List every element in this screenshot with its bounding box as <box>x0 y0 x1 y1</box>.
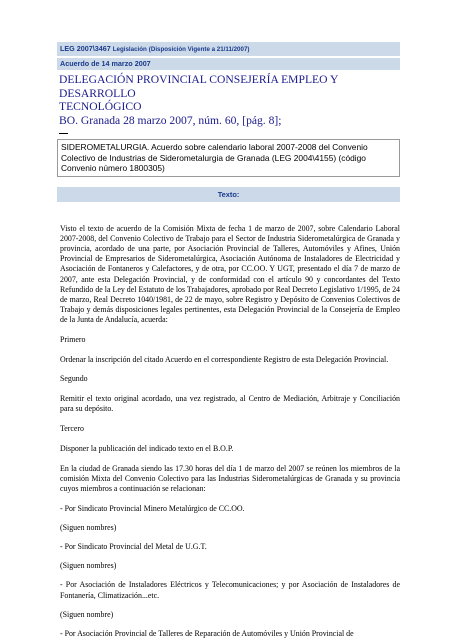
paragraph-visto: Visto el texto de acuerdo de la Comisión Mixta de fecha 1 de marzo de 2007, sobre Calendario Laboral 2007-2008, del Convenio Colectivo de Trabajo para el Sector de Industria Siderometalúrgica de Granada y provincia, acordado de una parte, por Asociación Provincial de Talleres, Automóviles y Afines, Unión Provincial de Empresarios de Siderometalúrgica, Asociación Autónoma de Instaladores de Electricidad y Asociación de Fontaneros y Calefactores, y de otra, por CC.OO. Y UGT, presentado el día 7 de marzo de 2007, ante esta Delegación Provincial, y de conformidad con el artículo 90 y concordantes del Texto Refundido de la Ley del Estatuto de los Trabajadores, aprobado por Real Decreto Legislativo 1/1995, de 24 de marzo, Real Decreto 1040/1981, de 22 de mayo, sobre Registro y Depósito de Convenios Colectivos de Trabajo y demás disposiciones legales pertinentes, esta Delegación Provincial de la Consejería de Empleo de la Junta de Andalucía, acuerda: <box>60 223 400 325</box>
paragraph-segundo: Remitir el texto original acordado, una vez registrado, al Centro de Mediación, Arbitraje y Conciliación para su depósito. <box>60 394 400 414</box>
summary-box: SIDEROMETALURGIA. Acuerdo sobre calendario laboral 2007-2008 del Convenio Colectivo de Industrias de Siderometalurgia de Granada (LEG 2004\4155) (código Convenio número 1800305) <box>57 139 400 177</box>
texto-heading: Texto: <box>57 187 400 202</box>
legislation-code[interactable]: LEG 2007\3467 <box>60 44 111 53</box>
document-body <box>57 224 400 640</box>
document-page <box>57 42 400 639</box>
legislation-status: (Disposición Vigente a 21/11/2007) <box>148 46 250 53</box>
heading-primero: Primero <box>60 334 86 344</box>
heading-tercero: Tercero <box>60 423 84 433</box>
list-item-ugt: - Por Sindicato Provincial del Metal de U.G.T. <box>60 541 207 551</box>
paragraph-tercero: Disponer la publicación del indicado texto en el B.O.P. <box>60 443 234 453</box>
list-item-ccoo: - Por Sindicato Provincial Minero Metalúrgico de CC.OO. <box>60 503 245 513</box>
names-note-2: (Siguen nombres) <box>60 561 117 571</box>
title-line-2: TECNOLÓGICO <box>59 100 142 113</box>
agreement-date: Acuerdo de 14 marzo 2007 <box>57 58 400 70</box>
list-item-talleres: - Por Asociación Provincial de Talleres de Reparación de Automóviles y Unión Provincial de <box>60 628 354 638</box>
list-item-instaladores: - Por Asociación de Instaladores Eléctricos y Telecomunicaciones; y por Asociación de Instaladores de Fontanería, Climatización...etc. <box>60 580 400 600</box>
paragraph-reunion: En la ciudad de Granada siendo las 17.30 horas del día 1 de marzo del 2007 se reúnen los miembros de la comisión Mixta del Convenio Colectivo para las Industrias Siderometalúrgicas de Granada y su provincia cuyos miembros a continuación se relacionan: <box>60 463 400 494</box>
document-title <box>59 73 400 127</box>
title-line-3: BO. Granada 28 marzo 2007, núm. 60, [pág. 8]; <box>59 113 282 127</box>
names-note-3: (Siguen nombre) <box>60 609 114 619</box>
legislation-header <box>57 42 400 56</box>
legislation-type: Legislación <box>112 46 147 53</box>
names-note-1: (Siguen nombres) <box>60 522 117 532</box>
paragraph-primero: Ordenar la inscripción del citado Acuerdo en el correspondiente Registro de esta Delegación Provincial. <box>60 354 389 364</box>
title-line-1: DELEGACIÓN PROVINCIAL CONSEJERÍA EMPLEO Y DESARROLLO <box>59 73 338 100</box>
divider <box>59 133 68 134</box>
heading-segundo: Segundo <box>60 373 88 383</box>
